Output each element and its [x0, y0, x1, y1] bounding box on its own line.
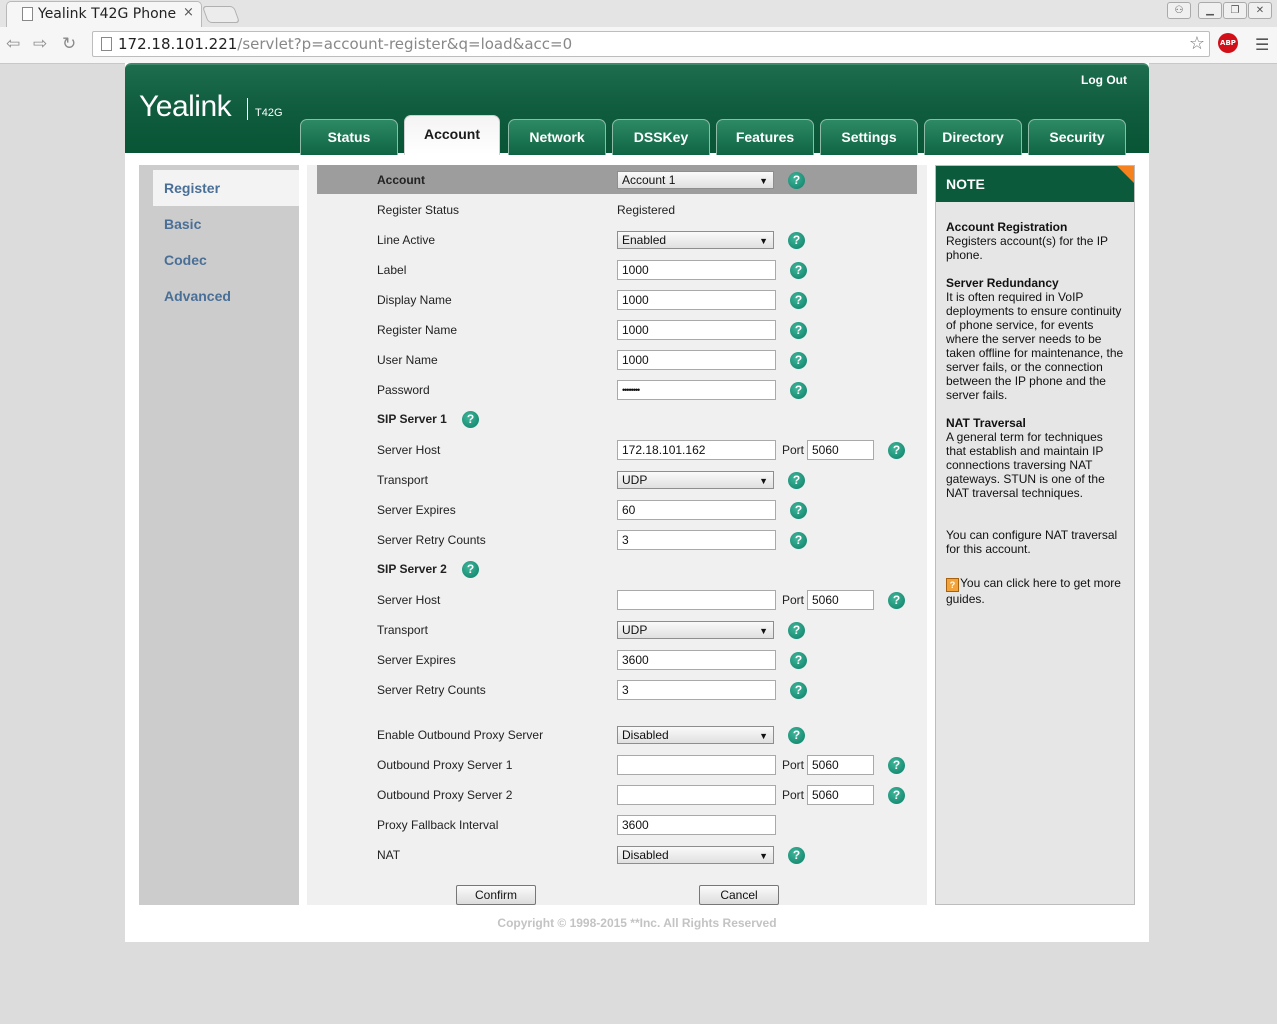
sip1-transport-label: Transport — [377, 473, 428, 487]
sip1-retry-input[interactable]: 3 — [617, 530, 776, 550]
sip2-host-label: Server Host — [377, 593, 441, 607]
sip2-transport-select[interactable]: UDP ▼ — [617, 621, 774, 639]
display-name-input[interactable]: 1000 — [617, 290, 776, 310]
help-icon-sip2-expires[interactable]: ? — [790, 652, 807, 669]
guide-icon: ? — [946, 578, 959, 592]
sip2-host-input[interactable] — [617, 590, 776, 610]
register-status-label: Register Status — [377, 203, 460, 217]
register-name-label: Register Name — [377, 323, 458, 337]
sip1-port-label: Port — [782, 443, 805, 457]
fallback-input[interactable]: 3600 — [617, 815, 776, 835]
copyright: Copyright © 1998-2015 **Inc. All Rights Reserved — [497, 916, 777, 930]
maximize-icon[interactable]: ❐ — [1223, 2, 1247, 19]
model-label: T42G — [255, 107, 283, 119]
note-guide-link[interactable] — [946, 576, 1126, 606]
sidebar-item-register[interactable]: Register — [153, 170, 299, 206]
bookmark-star-icon[interactable]: ☆ — [1188, 33, 1205, 54]
help-icon-sip2-retry[interactable]: ? — [790, 682, 807, 699]
note-corner-icon — [1117, 166, 1134, 183]
help-icon-sip1-retry[interactable]: ? — [790, 532, 807, 549]
help-icon-user-name[interactable]: ? — [790, 352, 807, 369]
sidebar-item-codec[interactable]: Codec — [164, 252, 207, 268]
sidebar-item-advanced[interactable]: Advanced — [164, 288, 231, 304]
register-form — [307, 165, 927, 905]
help-icon-outbound1[interactable]: ? — [888, 757, 905, 774]
sip2-transport-label: Transport — [377, 623, 428, 637]
register-name-input[interactable]: 1000 — [617, 320, 776, 340]
note-body — [946, 220, 1126, 620]
outbound2-port-label: Port — [782, 788, 805, 802]
adblock-icon[interactable]: ABP — [1218, 33, 1238, 53]
line-active-select[interactable]: Enabled ▼ — [617, 231, 774, 249]
help-icon-password[interactable]: ? — [790, 382, 807, 399]
note-guide-text[interactable]: You can click here to get more guides. — [946, 576, 1121, 606]
outbound1-port-input[interactable]: 5060 — [807, 755, 874, 775]
help-icon-nat[interactable]: ? — [788, 847, 805, 864]
sip-server-1-title: SIP Server 1 — [377, 412, 447, 426]
note-section-text: Registers account(s) for the IP phone. — [946, 234, 1108, 262]
help-icon-outbound2[interactable]: ? — [888, 787, 905, 804]
close-window-icon[interactable]: ✕ — [1248, 2, 1272, 19]
tab-settings[interactable]: Settings — [820, 119, 918, 155]
tab-features[interactable]: Features — [716, 119, 814, 155]
line-active-label: Line Active — [377, 233, 436, 247]
reload-icon[interactable]: ↻ — [62, 34, 77, 54]
sip-server-2-title: SIP Server 2 — [377, 562, 447, 576]
help-icon-display-name[interactable]: ? — [790, 292, 807, 309]
sip1-expires-input[interactable]: 60 — [617, 500, 776, 520]
sip2-port-label: Port — [782, 593, 805, 607]
browser-toolbar — [0, 27, 1277, 64]
logout-link[interactable]: Log Out — [1081, 73, 1127, 87]
help-icon-sip-server-2[interactable]: ? — [462, 561, 479, 578]
note-section — [946, 276, 1126, 402]
logo-separator — [247, 98, 248, 120]
page-icon — [101, 37, 112, 51]
sip1-retry-label: Server Retry Counts — [377, 533, 486, 547]
outbound2-label: Outbound Proxy Server 2 — [377, 788, 513, 802]
note-section-title: NAT Traversal — [946, 416, 1026, 430]
tab-close-icon[interactable]: × — [183, 5, 194, 20]
password-label: Password — [377, 383, 430, 397]
help-icon-account[interactable]: ? — [788, 172, 805, 189]
tab-security[interactable]: Security — [1028, 119, 1126, 155]
yealink-logo: Yealink — [139, 90, 232, 123]
url-host: 172.18.101.221 — [118, 35, 238, 53]
sip1-expires-label: Server Expires — [377, 503, 456, 517]
tab-network[interactable]: Network — [508, 119, 606, 155]
browser-tabbar — [0, 0, 1277, 27]
sip1-host-input[interactable]: 172.18.101.162 — [617, 440, 776, 460]
user-name-label: User Name — [377, 353, 438, 367]
account-label: Account — [377, 173, 425, 187]
tab-title: Yealink T42G Phone — [38, 6, 177, 22]
sip2-expires-input[interactable]: 3600 — [617, 650, 776, 670]
help-icon-sip1-transport[interactable]: ? — [788, 472, 805, 489]
tab-status[interactable]: Status — [300, 119, 398, 155]
sip1-transport-select[interactable]: UDP ▼ — [617, 471, 774, 489]
web-page — [125, 63, 1149, 942]
outbound1-port-label: Port — [782, 758, 805, 772]
outbound-enable-label: Enable Outbound Proxy Server — [377, 728, 544, 742]
outbound1-label: Outbound Proxy Server 1 — [377, 758, 513, 772]
label-field-label: Label — [377, 263, 407, 277]
sidebar — [139, 165, 299, 905]
url-text — [118, 35, 572, 53]
help-icon-sip2-host[interactable]: ? — [888, 592, 905, 609]
tab-account[interactable]: Account — [404, 115, 500, 155]
minimize-icon[interactable]: ▁ — [1198, 2, 1222, 19]
help-icon-sip1-host[interactable]: ? — [888, 442, 905, 459]
back-icon[interactable]: ⇦ — [6, 34, 21, 54]
help-icon-label[interactable]: ? — [790, 262, 807, 279]
confirm-button[interactable]: Confirm — [456, 885, 536, 905]
note-panel — [935, 165, 1135, 905]
outbound2-port-input[interactable]: 5060 — [807, 785, 874, 805]
address-bar[interactable] — [92, 31, 1210, 57]
menu-icon[interactable]: ☰ — [1255, 35, 1270, 54]
sidebar-item-basic[interactable]: Basic — [164, 216, 202, 232]
sip2-retry-input[interactable]: 3 — [617, 680, 776, 700]
note-title: NOTE — [936, 166, 1134, 202]
note-section — [946, 220, 1126, 262]
register-status-value: Registered — [617, 203, 676, 217]
url-path: /servlet?p=account-register&q=load&acc=0 — [237, 35, 573, 53]
display-name-label: Display Name — [377, 293, 452, 307]
tab-dsskey[interactable]: DSSKey — [612, 119, 710, 155]
cancel-button[interactable]: Cancel — [699, 885, 779, 905]
note-extra: You can configure NAT traversal for this account. — [946, 528, 1118, 556]
note-section-text: It is often required in VoIP deployments to ensure continuity of phone service, for events where the server needs to be taken offline for maintenance, the server fails, or the connection between the IP phone and the server fails. — [946, 290, 1124, 402]
user-icon[interactable]: ⚇ — [1167, 2, 1191, 19]
header — [125, 63, 1149, 153]
forward-icon[interactable]: ⇨ — [33, 34, 48, 54]
sip1-host-label: Server Host — [377, 443, 441, 457]
sip1-port-input[interactable]: 5060 — [807, 440, 874, 460]
help-icon-sip2-transport[interactable]: ? — [788, 622, 805, 639]
browser-tab[interactable] — [6, 1, 202, 27]
help-icon-outbound-enable[interactable]: ? — [788, 727, 805, 744]
password-input[interactable]: •••••••• — [617, 380, 776, 400]
outbound-enable-select[interactable]: Disabled ▼ — [617, 726, 774, 744]
sip2-port-input[interactable]: 5060 — [807, 590, 874, 610]
help-icon-line-active[interactable]: ? — [788, 232, 805, 249]
note-section-title: Account Registration — [946, 220, 1068, 234]
help-icon-register-name[interactable]: ? — [790, 322, 807, 339]
outbound1-input[interactable] — [617, 755, 776, 775]
fallback-label: Proxy Fallback Interval — [377, 818, 499, 832]
note-section-text: A general term for techniques that establish and maintain IP connections traversing NAT gateways. STUN is one of the NAT traversal techniques. — [946, 430, 1105, 500]
account-select[interactable]: Account 1 ▼ — [617, 171, 774, 189]
new-tab-button[interactable] — [202, 6, 240, 23]
nat-select[interactable]: Disabled ▼ — [617, 846, 774, 864]
nat-label: NAT — [377, 848, 401, 862]
help-icon-sip1-expires[interactable]: ? — [790, 502, 807, 519]
tab-directory[interactable]: Directory — [924, 119, 1022, 155]
page-icon — [22, 7, 33, 21]
help-icon-sip-server-1[interactable]: ? — [462, 411, 479, 428]
user-name-input[interactable]: 1000 — [617, 350, 776, 370]
sip2-expires-label: Server Expires — [377, 653, 456, 667]
label-input[interactable]: 1000 — [617, 260, 776, 280]
sip2-retry-label: Server Retry Counts — [377, 683, 486, 697]
note-section — [946, 416, 1126, 500]
note-section-title: Server Redundancy — [946, 276, 1059, 290]
outbound2-input[interactable] — [617, 785, 776, 805]
